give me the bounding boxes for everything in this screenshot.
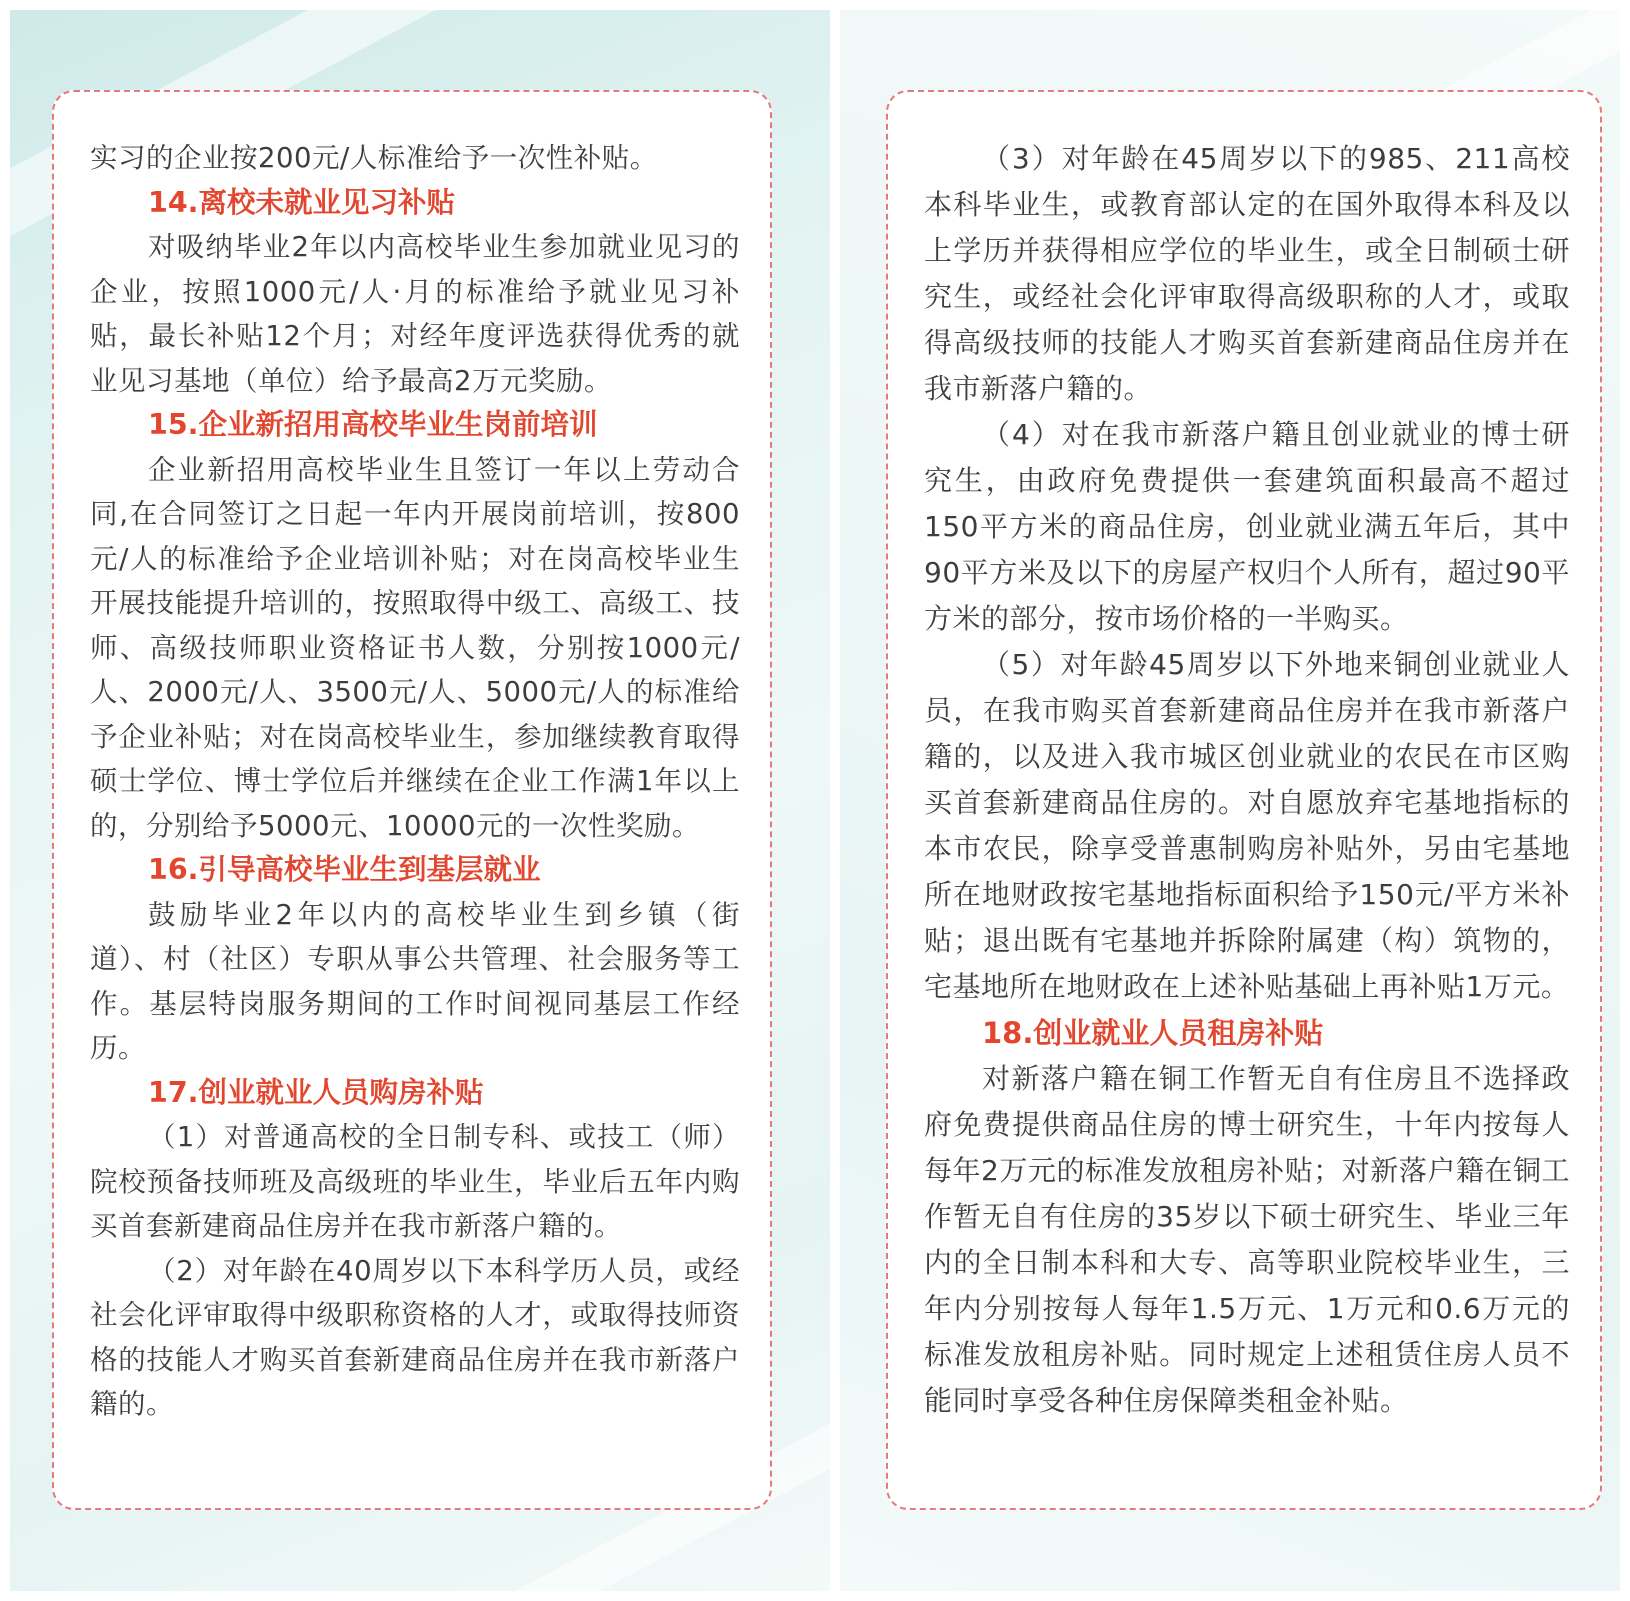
paragraph: （4）对在我市新落户籍且创业就业的博士研究生，由政府免费提供一套建筑面积最高不超过150平方米的商品住房，创业就业满五年后，其中90平方米及以下的房屋产权归个人所有，超过90平方米的部分，按市场价格的一半购买。 [924, 418, 1570, 635]
section-heading: 15.企业新招用高校毕业生岗前培训 [148, 408, 598, 441]
section-heading: 18.创业就业人员租房补贴 [982, 1016, 1324, 1050]
paragraph: （5）对年龄45周岁以下外地来铜创业就业人员，在我市购买首套新建商品住房并在我市新落户籍的，以及进入我市城区创业就业的农民在市区购买首套新建商品住房的。对自愿放弃宅基地指标的本市农民，除享受普惠制购房补贴外，另由宅基地所在地财政按宅基地指标面积给予150元/平方米补贴；退出既有宅基地并拆除附属建（构）筑物的，宅基地所在地财政在上述补贴基础上再补贴1万元。 [924, 648, 1570, 1003]
paragraph: （2）对年龄在40周岁以下本科学历人员，或经社会化评审取得中级职称资格的人才，或取得技师资格的技能人才购买首套新建商品住房并在我市新落户籍的。 [90, 1254, 740, 1420]
paragraph: （1）对普通高校的全日制专科、或技工（师）院校预备技师班及高级班的毕业生，毕业后五年内购买首套新建商品住房并在我市新落户籍的。 [90, 1121, 740, 1242]
right-content [924, 136, 1570, 1424]
paragraph: 实习的企业按200元/人标准给予一次性补贴。 [90, 142, 658, 174]
section-heading: 17.创业就业人员购房补贴 [148, 1075, 484, 1109]
paragraph: 对新落户籍在铜工作暂无自有住房且不选择政府免费提供商品住房的博士研究生，十年内按每人每年2万元的标准发放租房补贴；对新落户籍在铜工作暂无自有住房的35岁以下硕士研究生、毕业三年内的全日制本科和大专、高等职业院校毕业生，三年内分别按每人每年1.5万元、1万元和0.6万元的标准发放租房补贴。同时规定上述租赁住房人员不能同时享受各种住房保障类租金补贴。 [924, 1062, 1570, 1417]
section-heading: 14.离校未就业见习补贴 [148, 185, 455, 219]
left-page [10, 10, 830, 1591]
paragraph: 鼓励毕业2年以内的高校毕业生到乡镇（街道）、村（社区）专职从事公共管理、社会服务等工作。基层特岗服务期间的工作时间视同基层工作经历。 [90, 898, 740, 1064]
paragraph: 企业新招用高校毕业生且签订一年以上劳动合同,在合同签订之日起一年内开展岗前培训，按800元/人的标准给予企业培训补贴；对在岗高校毕业生开展技能提升培训的，按照取得中级工、高级工、技师、高级技师职业资格证书人数，分别按1000元/人、2000元/人、3500元/人、5000元/人的标准给予企业补贴；对在岗高校毕业生，参加继续教育取得硕士学位、博士学位后并继续在企业工作满1年以上的，分别给予5000元、10000元的一次性奖励。 [90, 453, 740, 842]
paragraph: （3）对年龄在45周岁以下的985、211高校本科毕业生，或教育部认定的在国外取得本科及以上学历并获得相应学位的毕业生，或全日制硕士研究生，或经社会化评审取得高级职称的人才，或取得高级技师的技能人才购买首套新建商品住房并在我市新落户籍的。 [924, 142, 1570, 405]
right-page [840, 10, 1620, 1591]
right-text-panel [886, 90, 1602, 1510]
section-heading: 16.引导高校毕业生到基层就业 [148, 853, 541, 886]
left-content [90, 136, 740, 1427]
paragraph: 对吸纳毕业2年以内高校毕业生参加就业见习的企业，按照1000元/人·月的标准给予就业见习补贴，最长补贴12个月；对经年度评选获得优秀的就业见习基地（单位）给予最高2万元奖励。 [90, 231, 740, 397]
left-text-panel [52, 90, 772, 1510]
